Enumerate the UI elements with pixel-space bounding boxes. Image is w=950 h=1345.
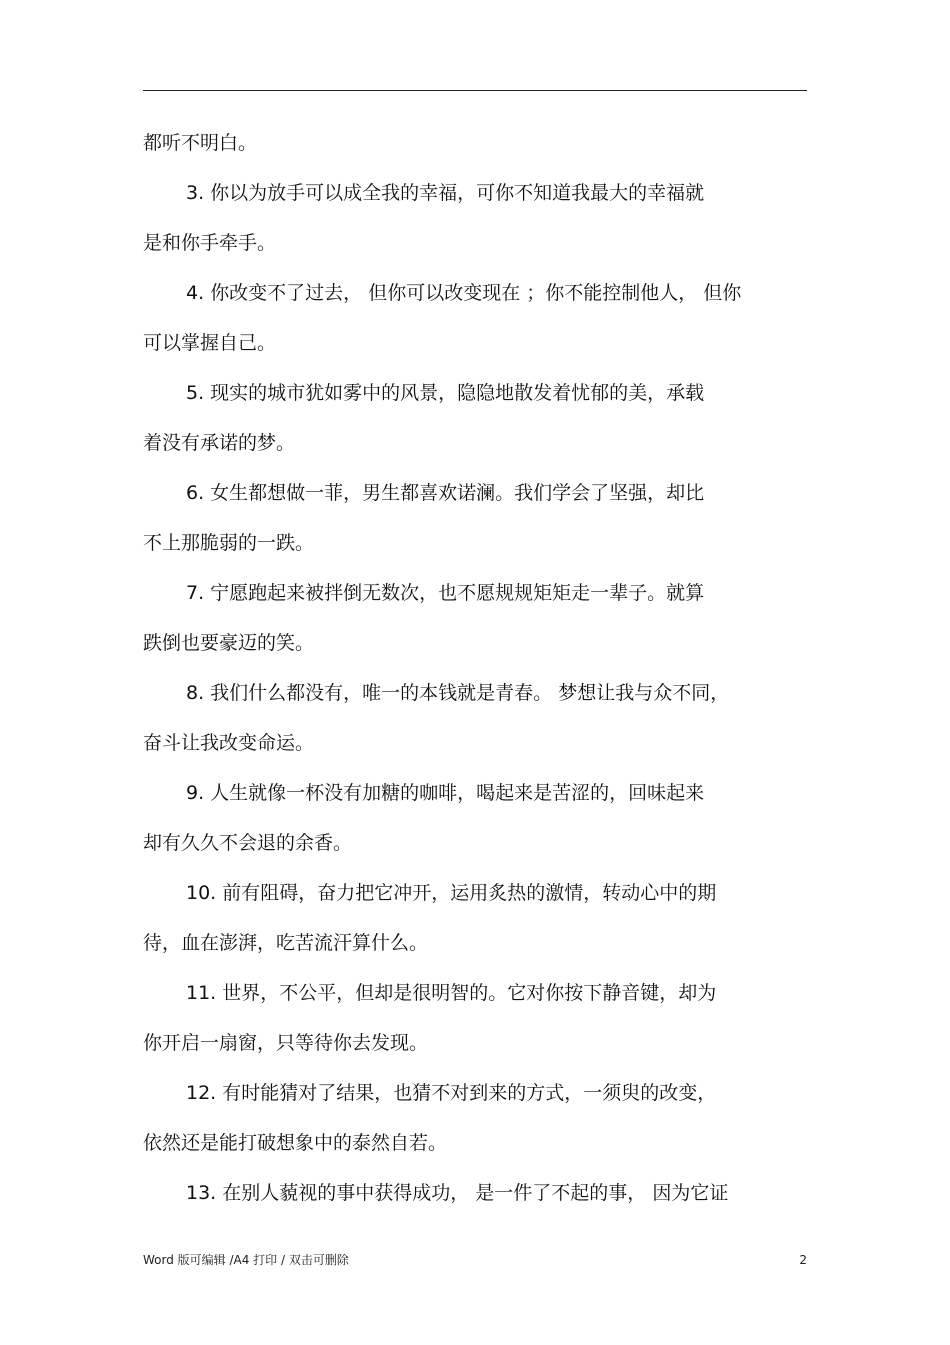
text-line: 6. 女生都想做一菲，男生都喜欢诺澜。我们学会了坚强，却比 (186, 482, 705, 504)
text-line: 4. 你改变不了过去， 但你可以改变现在 ；你不能控制他人， 但你 (186, 282, 742, 304)
text-line: 11. 世界，不公平，但却是很明智的。它对你按下静音键，却为 (186, 982, 717, 1004)
text-line: 都听不明白。 (143, 132, 258, 154)
text-line: 10. 前有阻碍，奋力把它冲开，运用炙热的激情，转动心中的期 (186, 882, 717, 904)
text-line: 你开启一扇窗，只等待你去发现。 (143, 1032, 429, 1054)
page-footer (143, 1250, 807, 1270)
text-line: 3. 你以为放手可以成全我的幸福，可你不知道我最大的幸福就 (186, 182, 705, 204)
text-line: 8. 我们什么都没有，唯一的本钱就是青春。 梦想让我与众不同， (186, 682, 730, 704)
text-line: 12. 有时能猜对了结果，也猜不对到来的方式，一须臾的改变， (186, 1082, 717, 1104)
text-line: 是和你手牵手。 (143, 232, 277, 254)
text-line: 奋斗让我改变命运。 (143, 732, 315, 754)
text-line: 5. 现实的城市犹如雾中的风景，隐隐地散发着忧郁的美，承载 (186, 382, 705, 404)
text-line: 待，血在澎湃，吃苦流汗算什么。 (143, 932, 429, 954)
text-line: 9. 人生就像一杯没有加糖的咖啡，喝起来是苦涩的，回味起来 (186, 782, 705, 804)
document-body (143, 118, 807, 1218)
text-line: 7. 宁愿跑起来被拌倒无数次，也不愿规规矩矩走一辈子。就算 (186, 582, 705, 604)
text-line: 可以掌握自己。 (143, 332, 277, 354)
page-number: 2 (799, 1253, 807, 1267)
text-line: 依然还是能打破想象中的泰然自若。 (143, 1132, 448, 1154)
text-line: 着没有承诺的梦。 (143, 432, 296, 454)
text-line: 跌倒也要豪迈的笑。 (143, 632, 315, 654)
text-line: 却有久久不会退的余香。 (143, 832, 353, 854)
header-rule (143, 90, 807, 91)
text-line: 13. 在别人藐视的事中获得成功， 是一件了不起的事， 因为它证 (186, 1182, 729, 1204)
footer-note: Word 版可编辑 /A4 打印 / 双击可删除 (143, 1253, 349, 1267)
text-line: 不上那脆弱的一跌。 (143, 532, 315, 554)
